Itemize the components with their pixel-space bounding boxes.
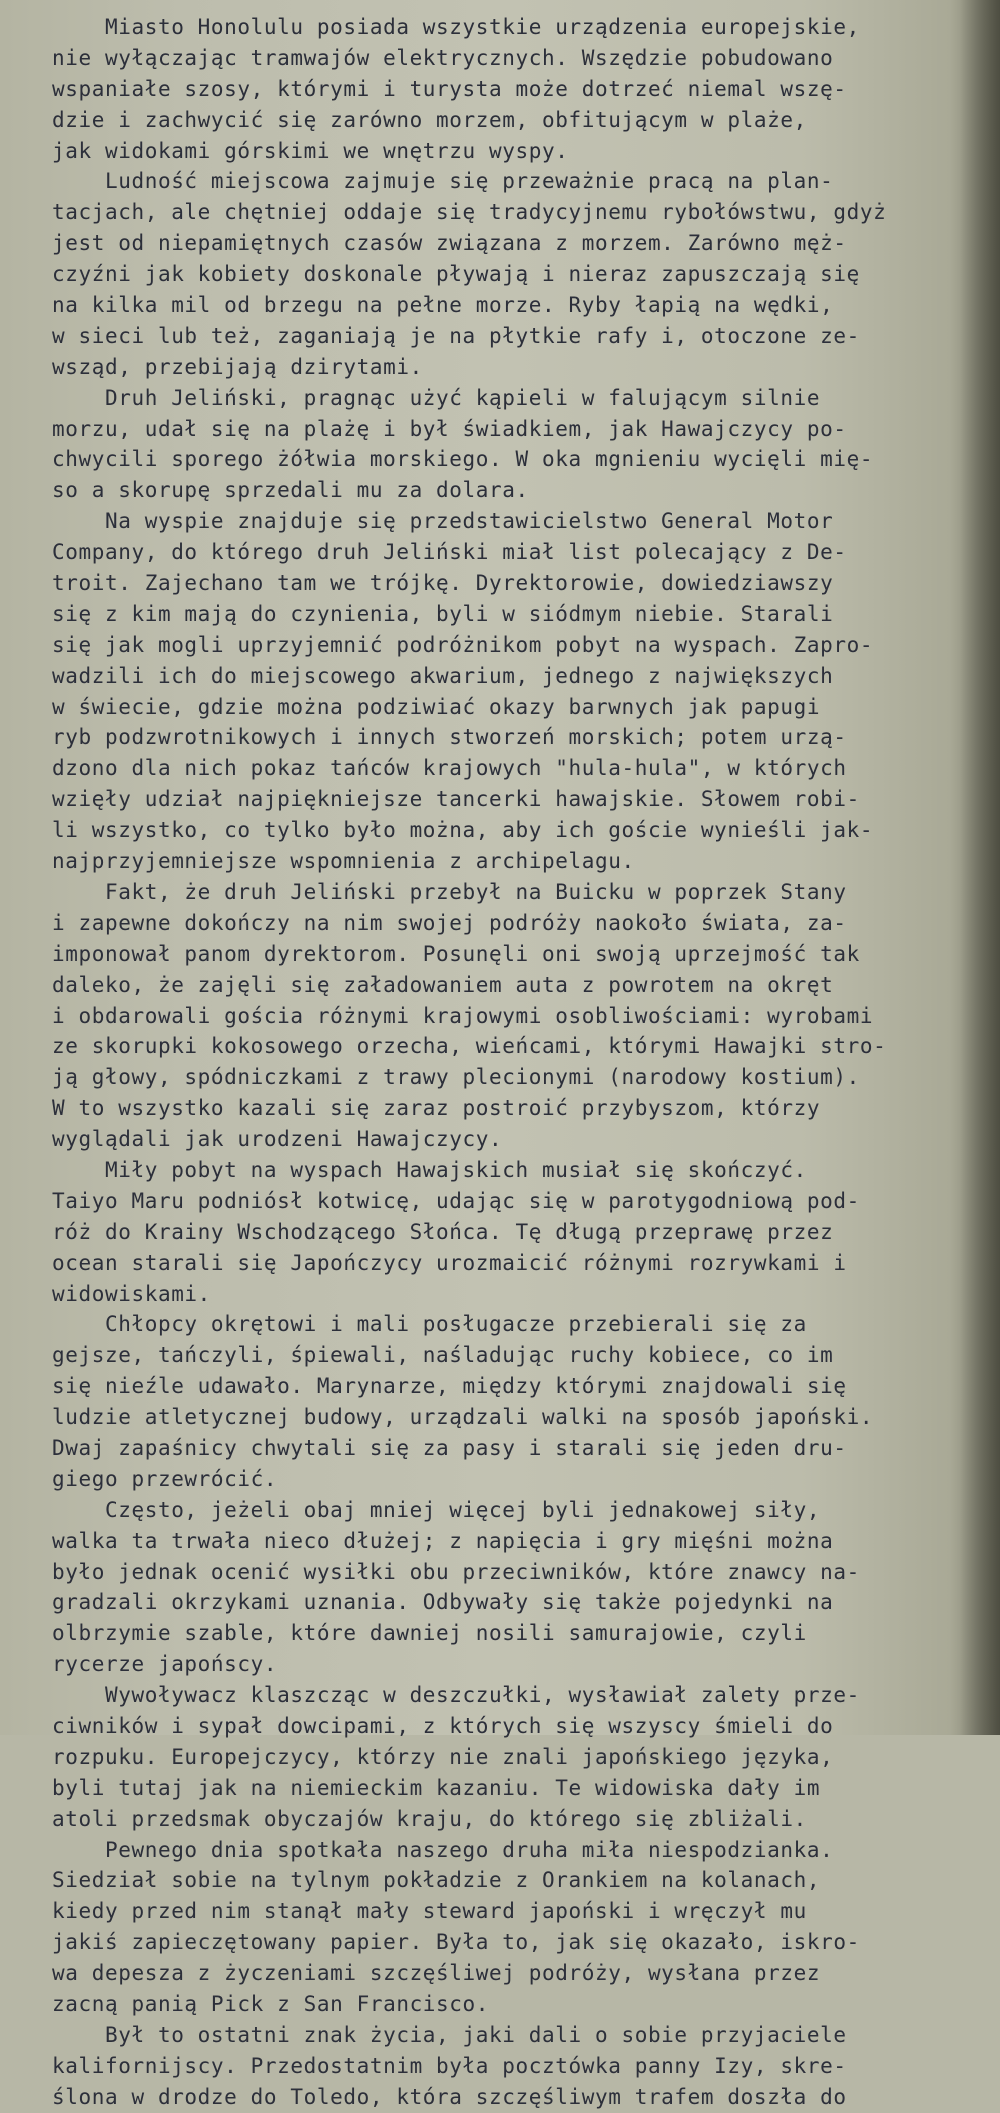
page-text [52, 12, 972, 2113]
text-line: jakiś zapieczętowany papier. Była to, jak się okazało, iskro- [52, 1930, 860, 1955]
text-line: li wszystko, co tylko było można, aby ich goście wynieśli jak- [52, 818, 874, 843]
text-line: Fakt, że druh Jeliński przebył na Buicku w poprzek Stany [52, 879, 847, 904]
text-line: się nieźle udawało. Marynarze, między którymi znajdowali się [52, 1374, 847, 1399]
text-line: ryb podzwrotnikowych i innych stworzeń morskich; potem urzą- [52, 725, 847, 750]
text-line: i obdarowali gościa różnymi krajowymi osobliwościami: wyrobami [52, 1003, 874, 1028]
text-line: tacjach, ale chętniej oddaje się tradycyjnemu rybołówstwu, gdyż [52, 200, 887, 225]
text-line: Company, do którego druh Jeliński miał list polecający z De- [52, 540, 847, 565]
text-line: atoli przedsmak obyczajów kraju, do którego się zbliżali. [52, 1806, 807, 1831]
text-line: ze skorupki kokosowego orzecha, wieńcami, którymi Hawajki stro- [52, 1034, 887, 1059]
text-line: Wywoływacz klaszcząc w deszczułki, wysławiał zalety prze- [52, 1683, 860, 1708]
text-line: Ludność miejscowa zajmuje się przeważnie pracą na plan- [52, 169, 834, 194]
text-line: jak widokami górskimi we wnętrzu wyspy. [52, 138, 569, 163]
text-line: wsząd, przebijają dzirytami. [52, 354, 423, 379]
text-line: Pewnego dnia spotkała naszego druha miła niespodzianka. [52, 1837, 834, 1862]
text-line: Chłopcy okrętowi i mali posługacze przebierali się za [52, 1312, 807, 1337]
text-line: widowiskami. [52, 1281, 211, 1306]
text-line: dzono dla nich pokaz tańców krajowych "hula-hula", w których [52, 756, 847, 781]
text-line: ludzie atletycznej budowy, urządzali walki na sposób japoński. [52, 1405, 874, 1430]
text-line: W to wszystko kazali się zaraz postroić przybyszom, którzy [52, 1096, 821, 1121]
text-line: morzu, udał się na plażę i był świadkiem, jak Hawajczycy po- [52, 416, 847, 441]
text-line: rycerze japońscy. [52, 1652, 278, 1677]
text-line: olbrzymie szable, które dawniej nosili samurajowie, czyli [52, 1621, 807, 1646]
text-line: gradzali okrzykami uznania. Odbywały się także pojedynki na [52, 1590, 834, 1615]
text-line: jest od niepamiętnych czasów związana z morzem. Zarówno męż- [52, 231, 847, 256]
text-line: było jednak ocenić wysiłki obu przeciwników, które znawcy na- [52, 1559, 860, 1584]
text-line: róż do Krainy Wschodzącego Słońca. Tę długą przeprawę przez [52, 1219, 834, 1244]
text-line: wzięły udział najpiękniejsze tancerki hawajskie. Słowem robi- [52, 787, 860, 812]
text-line: ocean starali się Japończycy urozmaicić różnymi rozrywkami i [52, 1250, 847, 1275]
text-line: wa depesza z życzeniami szczęśliwej podróży, wysłana przez [52, 1961, 821, 1986]
text-line: byli tutaj jak na niemieckim kazaniu. Te widowiska dały im [52, 1775, 821, 1800]
text-line: najprzyjemniejsze wspomnienia z archipelagu. [52, 849, 635, 874]
text-line: dzie i zachwycić się zarówno morzem, obfitującym w plaże, [52, 107, 807, 132]
text-line: Taiyo Maru podniósł kotwicę, udając się w parotygodniową pod- [52, 1188, 860, 1213]
text-line: Często, jeżeli obaj mniej więcej byli jednakowej siły, [52, 1497, 821, 1522]
text-line: Miasto Honolulu posiada wszystkie urządzenia europejskie, [52, 15, 860, 39]
text-line: Miły pobyt na wyspach Hawajskich musiał się skończyć. [52, 1157, 807, 1182]
text-line: w sieci lub też, zaganiają je na płytkie rafy i, otoczone ze- [52, 323, 860, 348]
text-line: czyźni jak kobiety doskonale pływają i nieraz zapuszczają się [52, 262, 860, 287]
text-line: Druh Jeliński, pragnąc użyć kąpieli w falującym silnie [52, 385, 821, 410]
text-line: i zapewne dokończy na nim swojej podróży naokoło świata, za- [52, 910, 847, 935]
text-line: imponował panom dyrektorom. Posunęli oni swoją uprzejmość tak [52, 941, 860, 966]
text-line: rozpuku. Europejczycy, którzy nie znali japońskiego języka, [52, 1744, 834, 1769]
text-line: wspaniałe szosy, którymi i turysta może dotrzeć niemal wszę- [52, 76, 847, 101]
text-line: w świecie, gdzie można podziwiać okazy barwnych jak papugi [52, 694, 821, 719]
text-line: so a skorupę sprzedali mu za dolara. [52, 478, 529, 503]
text-line: zacną panią Pick z San Francisco. [52, 1992, 490, 2016]
text-line: się z kim mają do czynienia, byli w siódmym niebie. Starali [52, 601, 834, 626]
text-line: nie wyłączając tramwajów elektrycznych. Wszędzie pobudowano [52, 45, 834, 70]
text-line: ją głowy, spódniczkami z trawy plecionymi (narodowy kostium). [52, 1065, 860, 1090]
text-line: ciwników i sypał dowcipami, z których się wszyscy śmieli do [52, 1713, 834, 1738]
text-line: kalifornijscy. Przedostatnim była pocztówka panny Izy, skre- [52, 2053, 847, 2078]
text-line: gejsze, tańczyli, śpiewali, naśladując ruchy kobiece, co im [52, 1343, 834, 1368]
text-line: się jak mogli uprzyjemnić podróżnikom pobyt na wyspach. Zapro- [52, 632, 874, 657]
text-line: Był to ostatni znak życia, jaki dali o sobie przyjaciele [52, 2022, 847, 2047]
text-line: Siedział sobie na tylnym pokładzie z Orankiem na kolanach, [52, 1868, 821, 1893]
text-line: wadzili ich do miejscowego akwarium, jednego z największych [52, 663, 834, 688]
text-line: walka ta trwała nieco dłużej; z napięcia i gry mięśni można [52, 1528, 834, 1553]
text-line: na kilka mil od brzegu na pełne morze. Ryby łapią na wędki, [52, 293, 834, 318]
text-line: daleko, że zajęli się załadowaniem auta z powrotem na okręt [52, 972, 834, 997]
text-line: wyglądali jak urodzeni Hawajczycy. [52, 1127, 503, 1152]
text-line: kiedy przed nim stanął mały steward japoński i wręczył mu [52, 1899, 807, 1924]
text-line: Dwaj zapaśnicy chwytali się za pasy i starali się jeden dru- [52, 1435, 847, 1460]
text-line: troit. Zajechano tam we trójkę. Dyrektorowie, dowiedziawszy [52, 571, 834, 596]
text-line: Na wyspie znajduje się przedstawicielstwo General Motor [52, 509, 834, 534]
text-line: chwycili sporego żółwia morskiego. W oka mgnieniu wycięli mię- [52, 447, 874, 472]
text-line: ślona w drodze do Toledo, która szczęśliwym trafem doszła do [52, 2084, 847, 2109]
text-line: giego przewrócić. [52, 1466, 278, 1491]
